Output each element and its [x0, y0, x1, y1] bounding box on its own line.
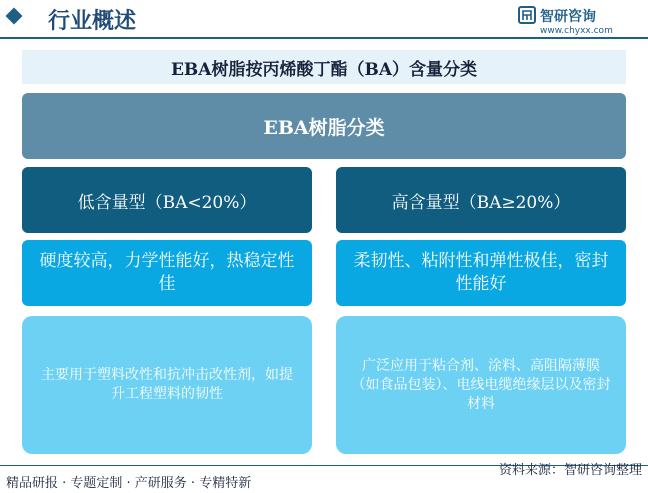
page-title: 行业概述 [48, 9, 137, 34]
high-content-property-box: 柔韧性、粘附性和弹性极佳，密封性能好 [336, 240, 626, 306]
high-content-usage-box: 广泛应用于粘合剂、涂料、高阻隔薄膜（如食品包装）、电线电缆绝缘层以及密封材料 [336, 316, 626, 454]
header-divider [0, 37, 648, 39]
brand-logo-icon [518, 6, 536, 24]
page-header [0, 0, 648, 38]
low-content-type-box: 低含量型（BA<20%） [22, 167, 312, 233]
low-content-property-box: 硬度较高，力学性能好，热稳定性佳 [22, 240, 312, 306]
diamond-icon [6, 8, 23, 25]
root-category-box: EBA树脂分类 [22, 93, 626, 159]
high-content-type-box: 高含量型（BA≥20%） [336, 167, 626, 233]
diagram-title: EBA树脂按丙烯酸丁酯（BA）含量分类 [22, 50, 626, 84]
low-content-usage-box: 主要用于塑料改性和抗冲击改性剂，如提升工程塑料的韧性 [22, 316, 312, 454]
brand-url[interactable]: www.chyxx.com [540, 26, 613, 36]
footer-source: 资料来源：智研咨询整理 [498, 463, 642, 478]
brand-name: 智研咨询 [540, 9, 596, 25]
footer-services: 精品研报 · 专题定制 · 产研服务 · 专精特新 [6, 476, 252, 491]
brand-logo[interactable] [518, 4, 638, 38]
